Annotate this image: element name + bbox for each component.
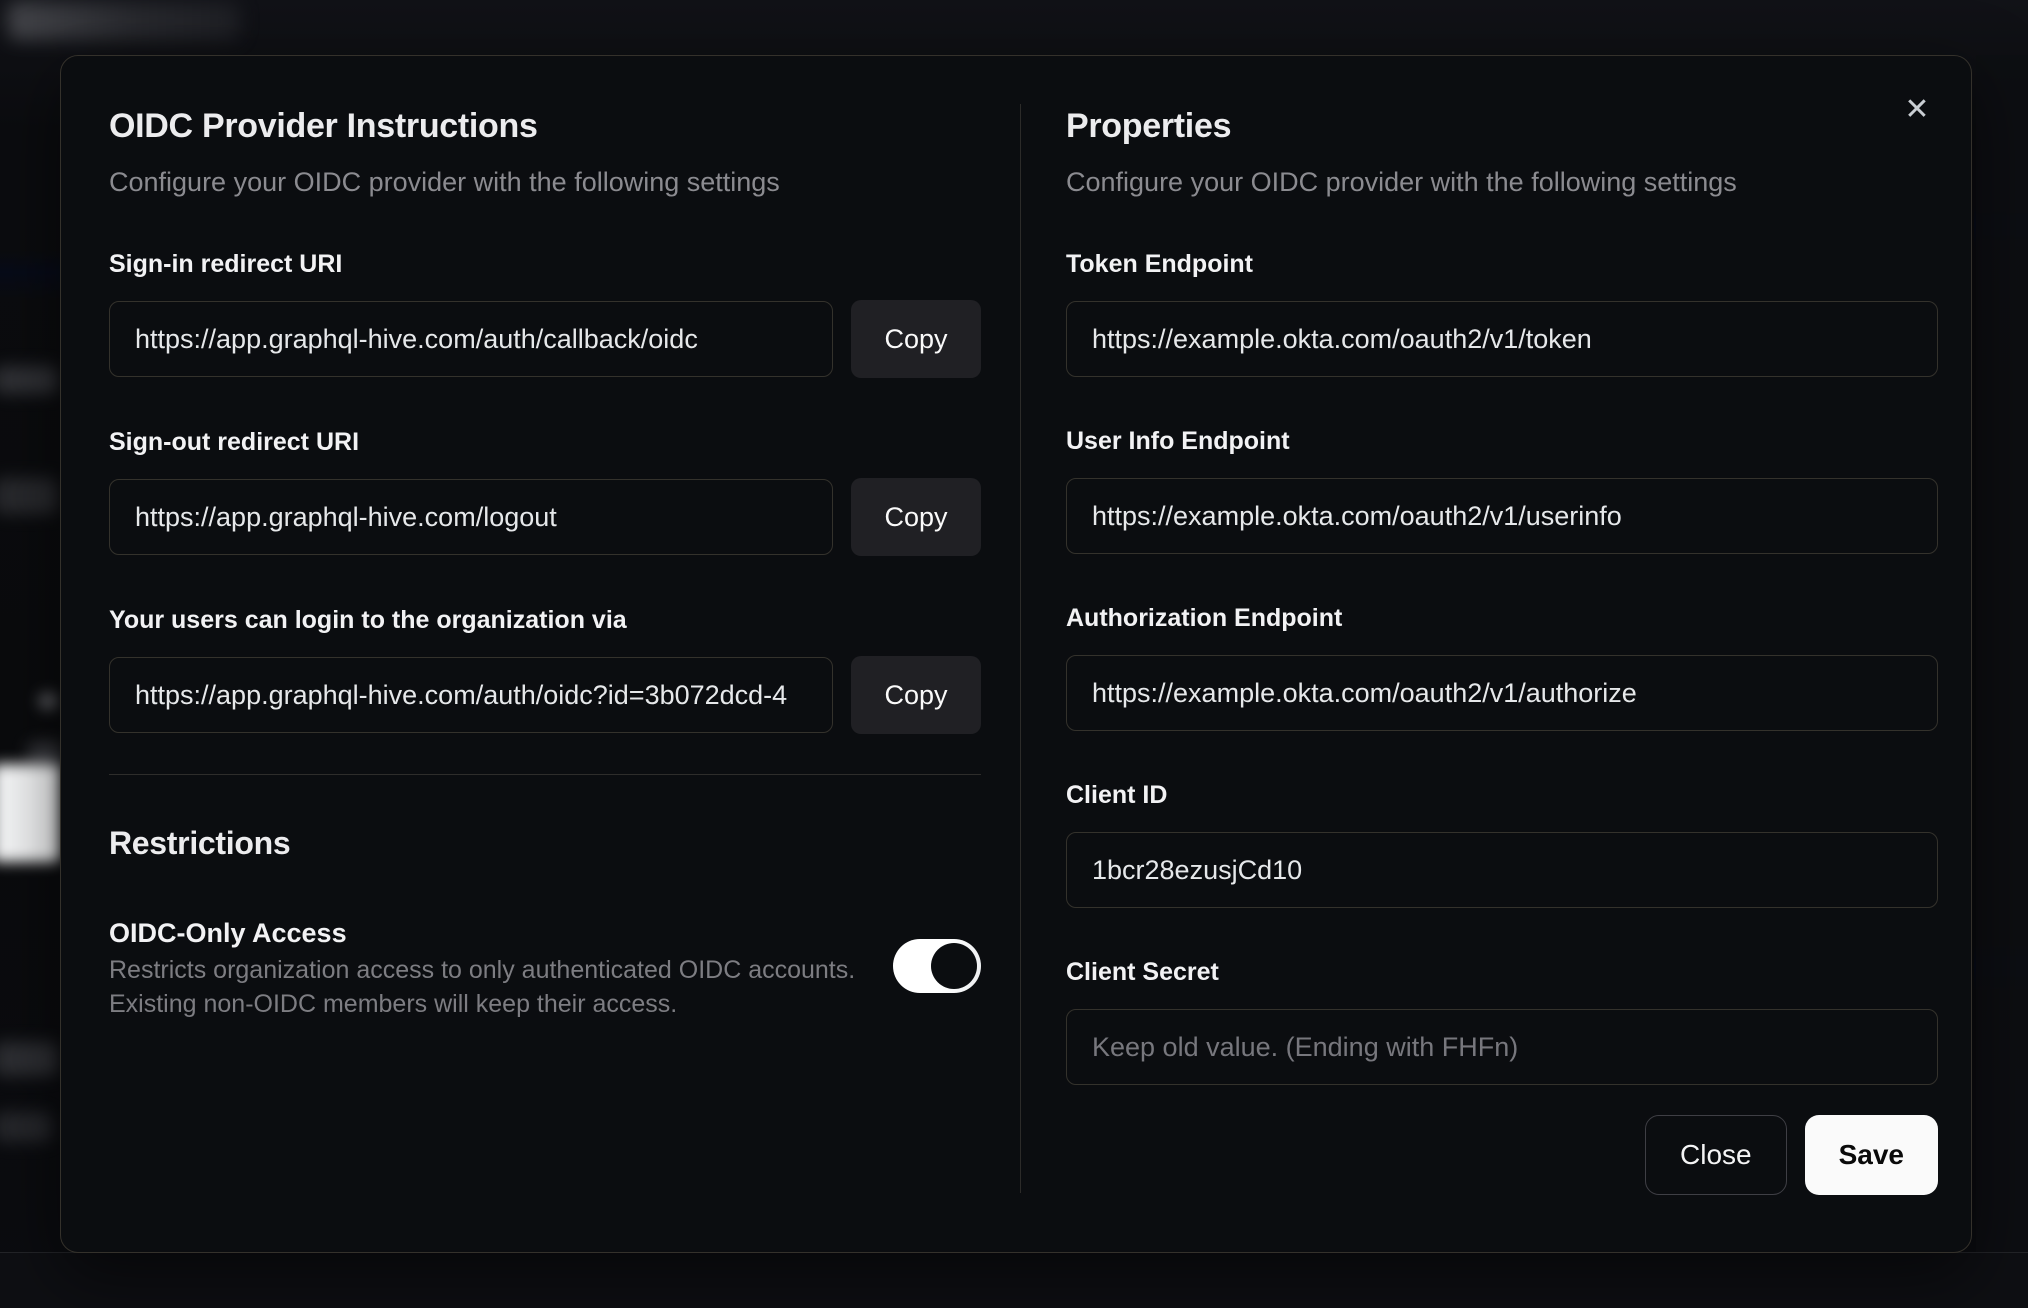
restrictions-title: Restrictions (109, 825, 291, 861)
client-secret-label: Client Secret (1066, 958, 1219, 986)
authorization-endpoint-label: Authorization Endpoint (1066, 604, 1343, 632)
copy-signin-button[interactable]: Copy (851, 300, 981, 378)
oidc-only-access-text (109, 915, 855, 1021)
background-band (1974, 945, 2028, 991)
background-band (1974, 205, 2028, 249)
background-bottom-strip (0, 1252, 2028, 1308)
instructions-title: OIDC Provider Instructions (109, 107, 538, 145)
copy-signout-button[interactable]: Copy (851, 478, 981, 556)
signin-redirect-label: Sign-in redirect URI (109, 250, 343, 278)
background-blurred-white-block (0, 764, 60, 862)
close-icon[interactable]: ✕ (1891, 84, 1943, 136)
background-blur-fragment (0, 1042, 58, 1076)
client-secret-input[interactable] (1066, 1009, 1938, 1085)
oidc-only-access-row (109, 915, 981, 1021)
token-endpoint-label: Token Endpoint (1066, 250, 1254, 278)
signout-redirect-input[interactable] (109, 479, 833, 555)
close-button[interactable]: Close (1645, 1115, 1787, 1195)
instructions-subtitle: Configure your OIDC provider with the following settings (109, 167, 780, 197)
properties-subtitle: Configure your OIDC provider with the following settings (1066, 167, 1737, 197)
background-blur-fragment (0, 366, 58, 394)
properties-title: Properties (1066, 107, 1232, 145)
userinfo-endpoint-row (1066, 478, 1938, 554)
signin-redirect-row (109, 301, 981, 378)
signout-redirect-row (109, 479, 981, 556)
oidc-only-access-description (109, 953, 855, 1021)
token-endpoint-input[interactable] (1066, 301, 1938, 377)
client-id-row (1066, 832, 1938, 908)
token-endpoint-row (1066, 301, 1938, 377)
signin-redirect-input[interactable] (109, 301, 833, 377)
toggle-knob (931, 943, 977, 989)
copy-login-url-button[interactable]: Copy (851, 656, 981, 734)
signout-redirect-label: Sign-out redirect URI (109, 428, 360, 456)
authorization-endpoint-input[interactable] (1066, 655, 1938, 731)
background-blur-fragment (28, 742, 62, 772)
dialog-actions (1066, 1115, 1938, 1195)
background-blurred-logo (8, 2, 240, 40)
background-blur-fragment (0, 1112, 52, 1142)
authorization-endpoint-row (1066, 655, 1938, 731)
background-panel-edge (1976, 55, 2028, 1253)
save-button[interactable]: Save (1805, 1115, 1938, 1195)
client-id-input[interactable] (1066, 832, 1938, 908)
login-url-row (109, 657, 981, 734)
client-id-label: Client ID (1066, 781, 1168, 809)
login-url-input[interactable] (109, 657, 833, 733)
column-divider (1020, 104, 1021, 1193)
userinfo-endpoint-label: User Info Endpoint (1066, 427, 1290, 455)
userinfo-endpoint-input[interactable] (1066, 478, 1938, 554)
description-line: Restricts organization access to only authenticated OIDC accounts. (109, 956, 856, 984)
description-line: Existing non-OIDC members will keep their access. (109, 990, 678, 1018)
background-band (0, 250, 60, 300)
background-blur-fragment (38, 692, 58, 710)
oidc-only-access-label: OIDC-Only Access (109, 918, 347, 948)
section-divider (109, 774, 981, 775)
client-secret-row (1066, 1009, 1938, 1085)
oidc-settings-dialog (60, 55, 1972, 1253)
properties-column (1066, 56, 1938, 1195)
background-blur-fragment (0, 478, 58, 514)
oidc-only-access-toggle[interactable] (893, 939, 981, 993)
login-url-label: Your users can login to the organization via (109, 606, 627, 634)
instructions-column (109, 56, 981, 1021)
